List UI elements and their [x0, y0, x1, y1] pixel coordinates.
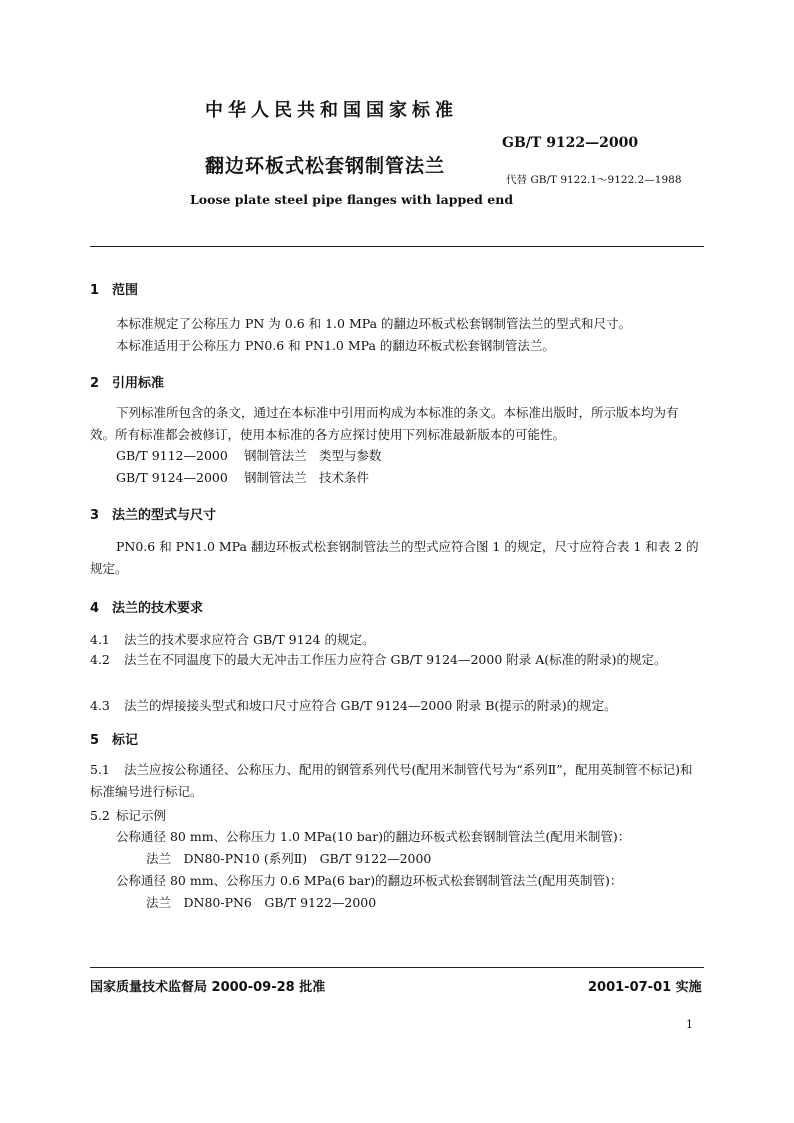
section-4-heading — [90, 597, 203, 616]
clause-5-2 — [90, 806, 166, 824]
document-title-en: Loose plate steel pipe flanges with lapped end — [190, 192, 514, 207]
section-2-heading — [90, 372, 164, 391]
header-divider — [90, 246, 704, 247]
example-2-description: 公称通径 80 mm、公称压力 0.6 MPa(6 bar)的翻边环板式松套钢制管法兰(配用英制管)： — [116, 873, 623, 888]
section-3-paragraph: PN0.6 和 PN1.0 MPa 翻边环板式松套钢制管法兰的型式应符合图 1 的规定，尺寸应符合表 1 和表 2 的规定。 — [90, 539, 699, 576]
clause-4-3 — [90, 696, 617, 714]
page-number: 1 — [686, 1018, 693, 1031]
section-number: 1 — [90, 283, 100, 298]
clause-text: 标记示例 — [116, 808, 167, 823]
section-number: 3 — [90, 508, 100, 523]
reference-code: GB/T 9124—2000 — [116, 470, 228, 485]
effective-date: 2001-07-01 实施 — [588, 980, 702, 995]
section-number: 5 — [90, 733, 100, 748]
clause-number: 5.1 — [90, 762, 110, 777]
section-2-paragraph: 下列标准所包含的条文，通过在本标准中引用而构成为本标准的条文。本标准出版时，所示版本均为有效。所有标准都会被修订，使用本标准的各方应探讨使用下列标准最新版本的可能性。 — [90, 405, 679, 442]
section-5-heading — [90, 729, 138, 748]
section-3-heading — [90, 504, 216, 523]
section-title: 引用标准 — [112, 376, 165, 391]
reference-item — [116, 446, 382, 464]
section-1-heading — [90, 279, 138, 298]
example-2-marking: 法兰 DN80-PN6 GB/T 9122—2000 — [146, 895, 377, 910]
clause-text: 法兰在不同温度下的最大无冲击工作压力应符合 GB/T 9124—2000 附录 A(标准的附录)的规定。 — [124, 652, 667, 667]
clause-4-2 — [90, 649, 702, 671]
section-number: 4 — [90, 601, 100, 616]
reference-name: 钢制管法兰 技术条件 — [244, 470, 370, 485]
standard-code: GB/T 9122—2000 — [502, 135, 639, 151]
clause-text: 法兰应按公称通径、公称压力、配用的钢管系列代号(配用米制管代号为“系列Ⅱ”，配用英制管不标记)和标准编号进行标记。 — [90, 762, 693, 799]
footer-divider — [90, 967, 704, 968]
section-1-paragraph-1: 本标准规定了公称压力 PN 为 0.6 和 1.0 MPa 的翻边环板式松套钢制管法兰的型式和尺寸。 — [116, 316, 632, 331]
national-standard-heading: 中华人民共和国国家标准 — [205, 100, 458, 121]
reference-name: 钢制管法兰 类型与参数 — [244, 448, 382, 463]
example-1-description: 公称通径 80 mm、公称压力 1.0 MPa(10 bar)的翻边环板式松套钢制管法兰(配用米制管)： — [116, 829, 631, 844]
section-title: 法兰的技术要求 — [112, 601, 204, 616]
clause-text: 法兰的技术要求应符合 GB/T 9124 的规定。 — [124, 632, 375, 647]
reference-code: GB/T 9112—2000 — [116, 448, 228, 463]
replaces-note: 代替 GB/T 9122.1～9122.2—1988 — [506, 174, 682, 186]
clause-text: 法兰的焊接接头型式和坡口尺寸应符合 GB/T 9124—2000 附录 B(提示的附录)的规定。 — [124, 698, 617, 713]
section-number: 2 — [90, 376, 100, 391]
section-1-paragraph-2: 本标准适用于公称压力 PN0.6 和 PN1.0 MPa 的翻边环板式松套钢制管法兰。 — [116, 338, 555, 353]
section-title: 法兰的型式与尺寸 — [112, 508, 217, 523]
clause-5-1 — [90, 759, 702, 803]
clause-number: 5.2 — [90, 808, 110, 823]
section-title: 范围 — [112, 283, 139, 298]
clause-number: 4.3 — [90, 698, 110, 713]
reference-item — [116, 468, 369, 486]
clause-4-1 — [90, 630, 374, 648]
clause-number: 4.2 — [90, 652, 110, 667]
clause-number: 4.1 — [90, 632, 110, 647]
document-title-cn: 翻边环板式松套钢制管法兰 — [205, 155, 446, 177]
example-1-marking: 法兰 DN80-PN10 (系列Ⅱ) GB/T 9122—2000 — [146, 851, 432, 866]
approval-statement: 国家质量技术监督局 2000-09-28 批准 — [90, 980, 326, 995]
section-title: 标记 — [112, 733, 139, 748]
